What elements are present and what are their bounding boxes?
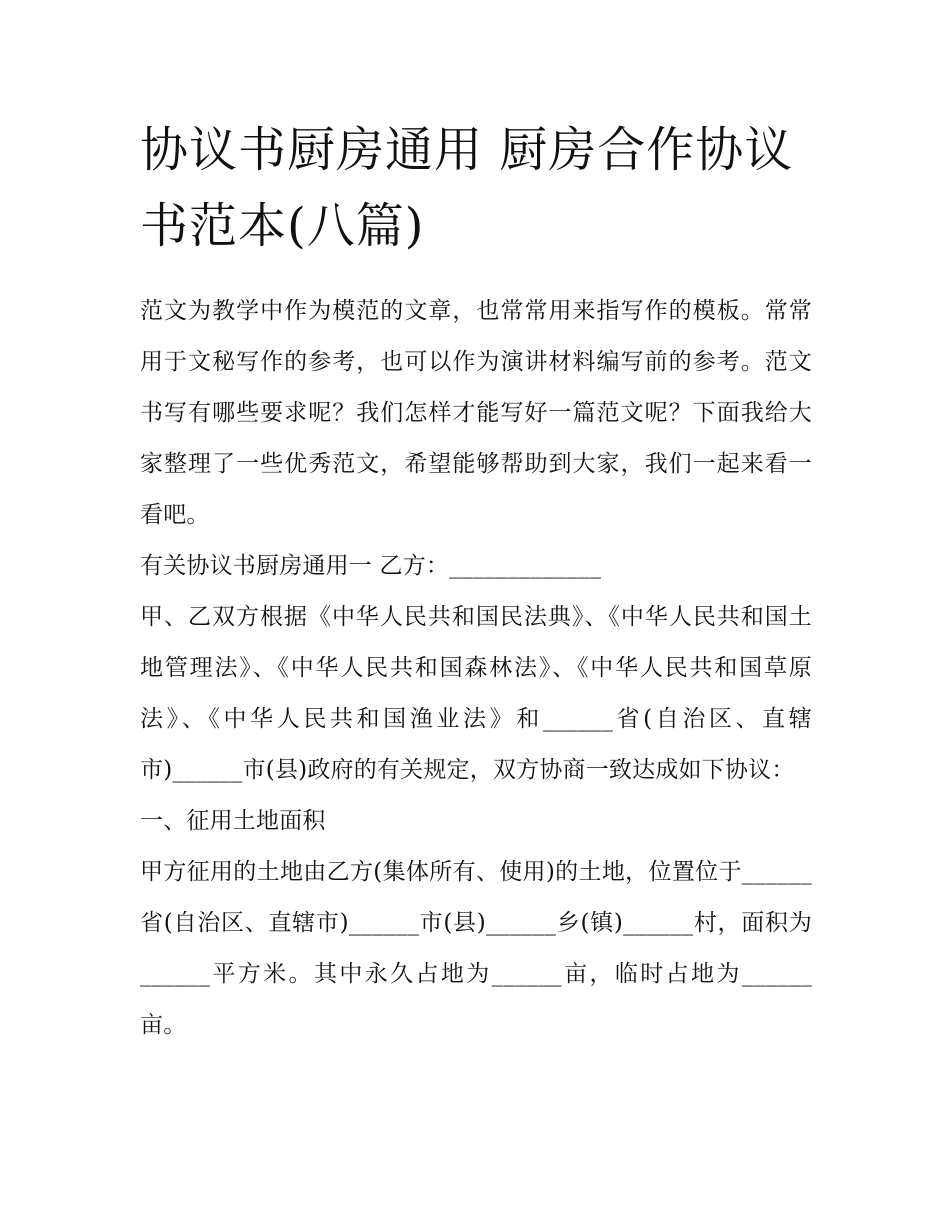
clause-heading: 一、征用土地面积 <box>140 808 326 834</box>
section-heading-paragraph: 有关协议书厨房通用一 乙方：_____________ <box>140 553 602 579</box>
land-area-paragraph: 甲方征用的土地由乙方(集体所有、使用)的土地，位置位于______省(自治区、直辖市)______市(县)______乡(镇)______村，面积为______平方米。其中永久占地为______亩，临时占地为______亩。 <box>140 859 812 1038</box>
document-title: 协议书厨房通用 厨房合作协议书范本(八篇) <box>140 122 794 254</box>
legal-basis-paragraph: 甲、乙双方根据《中华人民共和国民法典》、《中华人民共和国土地管理法》、《中华人民共和国森林法》、《中华人民共和国草原法》、《中华人民共和国渔业法》和______省(自治区、直辖市)______市(县)政府的有关规定，双方协商一致达成如下协议： <box>140 604 812 783</box>
document-page <box>140 112 812 1051</box>
intro-paragraph: 范文为教学中作为模范的文章，也常常用来指写作的模板。常常用于文秘写作的参考，也可以作为演讲材料编写前的参考。范文书写有哪些要求呢？我们怎样才能写好一篇范文呢？下面我给大家整理了一些优秀范文，希望能够帮助到大家，我们一起来看一看吧。 <box>140 298 812 528</box>
